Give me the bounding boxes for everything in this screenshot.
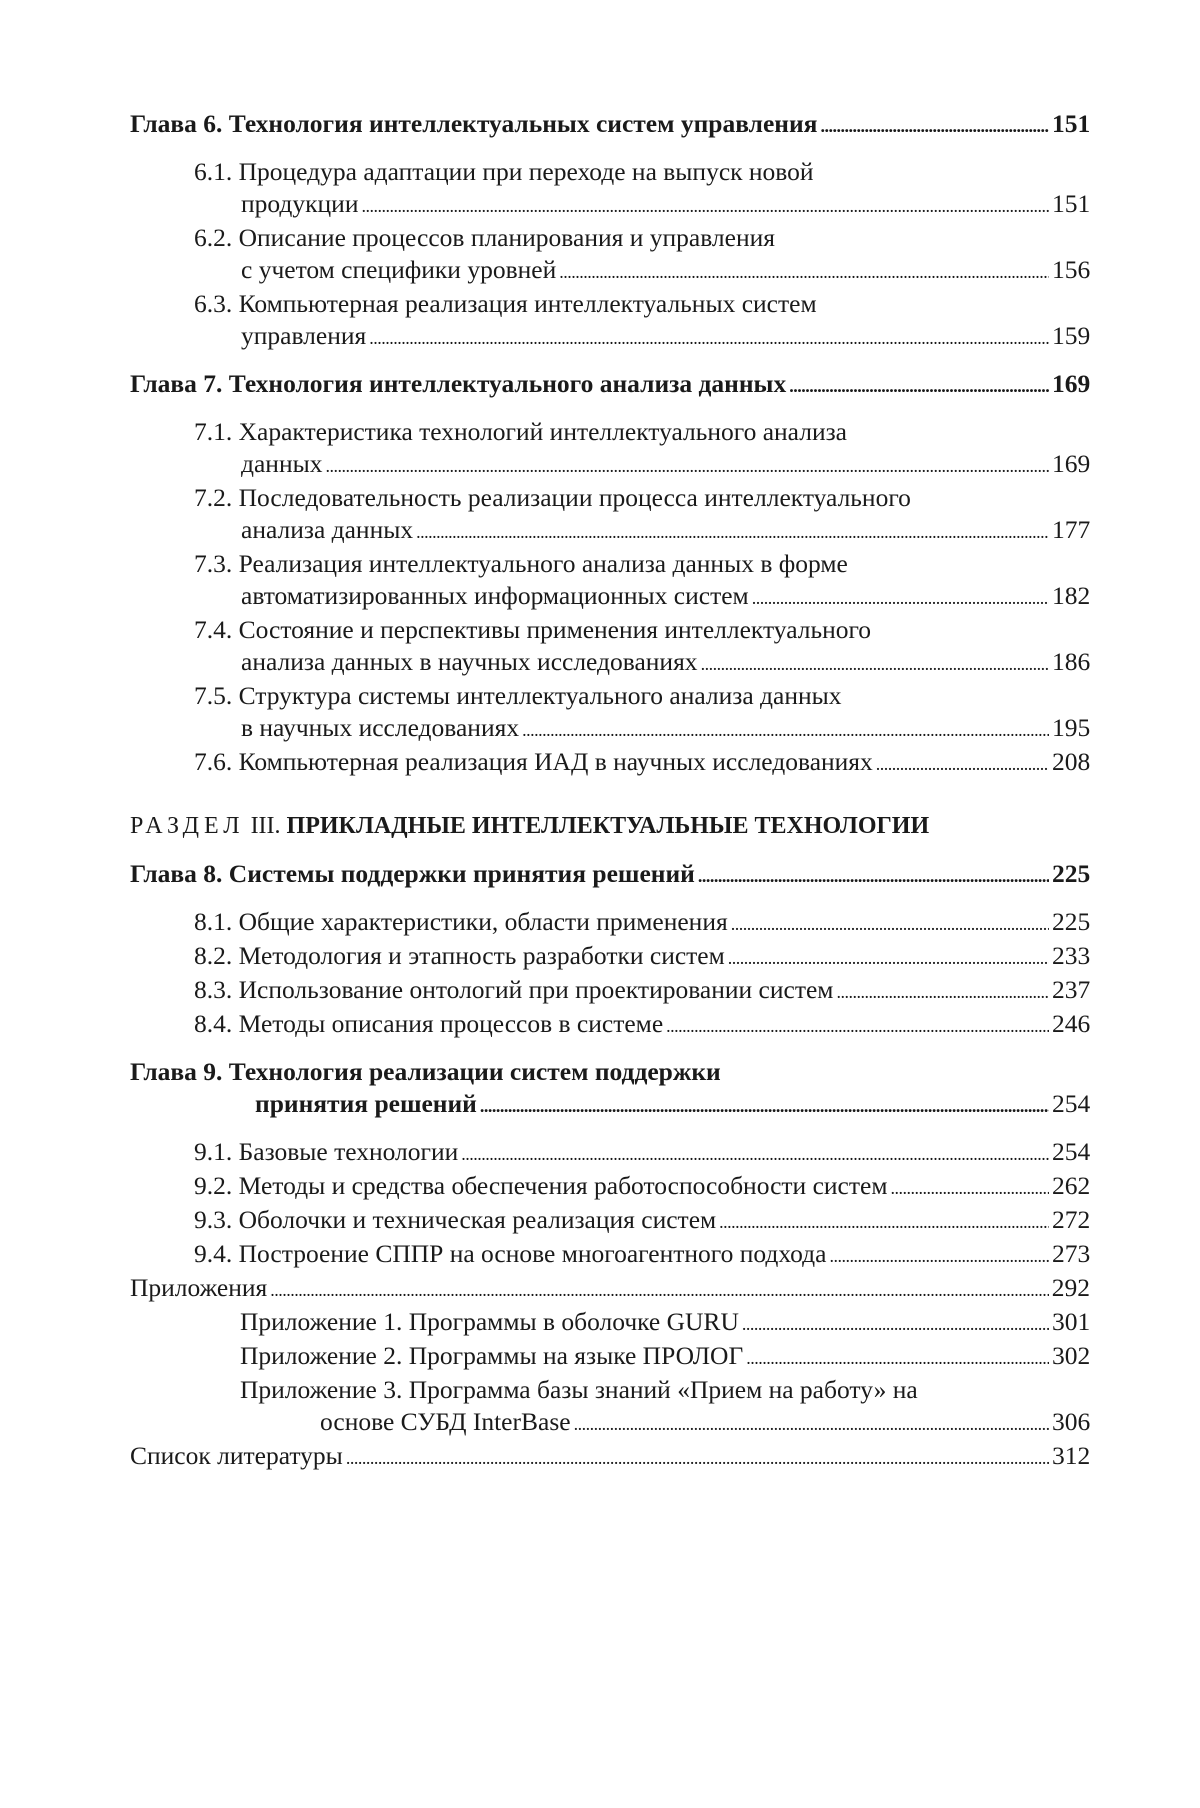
entry-text: Приложение 1. Программы в оболочке GURU — [240, 1307, 739, 1336]
page-number: 151 — [1052, 109, 1091, 138]
toc-entry-9-1 — [194, 1136, 1090, 1170]
chapter-title: Глава 8. Системы поддержки принятия решений — [130, 859, 695, 888]
entry-text: 9.4. Построение СППР на основе многоагентного подхода — [194, 1239, 827, 1268]
toc-entry-references — [130, 1440, 1090, 1474]
entry-text-continued: с учетом специфики уровней — [241, 255, 557, 284]
chapter-9-heading: Глава 9. Технология реализации систем поддержки — [130, 1057, 721, 1086]
dot-leader — [461, 1136, 1049, 1170]
dot-leader — [746, 1340, 1049, 1374]
toc-entry-7-1 — [194, 416, 1090, 482]
entry-text-continued: анализа данных — [241, 515, 414, 544]
entry-text: 8.1. Общие характеристики, области применения — [194, 907, 728, 936]
dot-leader — [731, 906, 1049, 940]
page-number: 159 — [1052, 321, 1091, 350]
chapter-6 — [130, 108, 1090, 142]
page-number: 237 — [1052, 975, 1091, 1004]
dot-leader — [876, 746, 1049, 780]
dot-leader — [522, 712, 1049, 746]
entry-text: 9.1. Базовые технологии — [194, 1137, 459, 1166]
toc-entry-8-4 — [194, 1008, 1090, 1042]
page-number: 208 — [1052, 747, 1091, 776]
dot-leader — [719, 1204, 1049, 1238]
chapter-title: Глава 7. Технология интеллектуального анализа данных — [130, 369, 787, 398]
toc-entry-8-1 — [194, 906, 1090, 940]
page-number: 151 — [1052, 189, 1091, 218]
toc-entry-7-6 — [194, 746, 1090, 780]
page-number: 306 — [1052, 1407, 1091, 1436]
dot-leader — [829, 1238, 1049, 1272]
entry-text: 6.3. Компьютерная реализация интеллектуальных систем — [194, 289, 817, 318]
page-number: 169 — [1052, 449, 1091, 478]
page-number: 186 — [1052, 647, 1091, 676]
dot-leader — [416, 514, 1049, 548]
dot-leader — [270, 1272, 1048, 1306]
entry-text: 8.2. Методология и этапность разработки систем — [194, 941, 725, 970]
page-number: 254 — [1052, 1089, 1091, 1118]
toc-entry-9-4 — [194, 1238, 1090, 1272]
page-number: 302 — [1052, 1341, 1091, 1370]
chapter-9-items — [130, 1136, 1090, 1272]
chapter-6-heading — [130, 108, 1090, 142]
dot-leader — [480, 1088, 1049, 1122]
toc-entry-6-1 — [194, 156, 1090, 222]
section-title: ПРИКЛАДНЫЕ ИНТЕЛЛЕКТУАЛЬНЫЕ ТЕХНОЛОГИИ — [286, 813, 930, 839]
entry-text: 7.2. Последовательность реализации процесса интеллектуального — [194, 483, 911, 512]
page-number: 225 — [1052, 859, 1091, 888]
entry-text: 7.1. Характеристика технологий интеллектуального анализа — [194, 417, 847, 446]
entry-text: 9.3. Оболочки и техническая реализация систем — [194, 1205, 717, 1234]
toc-entry-appendix-1 — [240, 1306, 1090, 1340]
section-3-heading — [130, 810, 1090, 842]
entry-text: 6.1. Процедура адаптации при переходе на выпуск новой — [194, 157, 814, 186]
entry-text-continued: данных — [241, 449, 323, 478]
dot-leader — [666, 1008, 1049, 1042]
page-number: 156 — [1052, 255, 1091, 284]
page-number: 292 — [1051, 1273, 1090, 1302]
page-number: 273 — [1052, 1239, 1091, 1268]
dot-leader — [701, 646, 1049, 680]
dot-leader — [698, 858, 1049, 892]
entry-text-continued: основе СУБД InterBase — [320, 1407, 571, 1436]
entry-text: 7.4. Состояние и перспективы применения интеллектуального — [194, 615, 872, 644]
entry-text: 7.3. Реализация интеллектуального анализа данных в форме — [194, 549, 848, 578]
toc-entry-appendices — [130, 1272, 1090, 1306]
dot-leader — [728, 940, 1049, 974]
page-number: 312 — [1052, 1441, 1091, 1470]
dot-leader — [836, 974, 1049, 1008]
entry-text-continued: управления — [241, 321, 367, 350]
dot-leader — [325, 448, 1049, 482]
toc-entry-8-2 — [194, 940, 1090, 974]
toc-entry-7-3 — [194, 548, 1090, 614]
chapter-9 — [130, 1056, 1090, 1122]
toc-entry-appendix-2 — [240, 1340, 1090, 1374]
entry-text: 7.6. Компьютерная реализация ИАД в научных исследованиях — [194, 747, 873, 776]
toc-entry-7-5 — [194, 680, 1090, 746]
entry-text: 9.2. Методы и средства обеспечения работоспособности систем — [194, 1171, 888, 1200]
toc-entry-appendix-3 — [240, 1374, 1090, 1440]
dot-leader — [369, 320, 1049, 354]
entry-text: Список литературы — [130, 1441, 343, 1470]
entry-text: Приложение 3. Программа базы знаний «Прием на работу» на — [240, 1375, 918, 1404]
dot-leader — [574, 1406, 1049, 1440]
toc-entry-8-3 — [194, 974, 1090, 1008]
page-number: 254 — [1052, 1137, 1091, 1166]
entry-text-continued: анализа данных в научных исследованиях — [241, 647, 698, 676]
chapter-9-heading-continued — [130, 1088, 1090, 1122]
dot-leader — [789, 368, 1049, 402]
table-of-contents — [130, 108, 1090, 1474]
entry-text-continued: в научных исследованиях — [241, 713, 520, 742]
page-number: 301 — [1052, 1307, 1091, 1336]
entry-text-continued: автоматизированных информационных систем — [241, 581, 749, 610]
chapter-6-items — [130, 156, 1090, 354]
chapter-8 — [130, 858, 1090, 892]
page-number: 195 — [1052, 713, 1091, 742]
dot-leader — [890, 1170, 1049, 1204]
chapter-7-heading — [130, 368, 1090, 402]
chapter-7 — [130, 368, 1090, 402]
entry-text: Приложение 2. Программы на языке ПРОЛОГ — [240, 1341, 744, 1370]
entry-text: Приложения — [130, 1273, 268, 1302]
toc-entry-6-3 — [194, 288, 1090, 354]
entry-text: 7.5. Структура системы интеллектуального анализа данных — [194, 681, 842, 710]
entry-text: 6.2. Описание процессов планирования и управления — [194, 223, 775, 252]
page-number: 272 — [1052, 1205, 1091, 1234]
dot-leader — [820, 108, 1049, 142]
chapter-8-items — [130, 906, 1090, 1042]
section-number: III. — [250, 813, 281, 839]
toc-entry-9-3 — [194, 1204, 1090, 1238]
page-number: 169 — [1052, 369, 1091, 398]
chapter-title-continued: принятия решений — [255, 1089, 477, 1118]
entry-text-continued: продукции — [241, 189, 359, 218]
chapter-7-items — [130, 416, 1090, 780]
toc-entry-9-2 — [194, 1170, 1090, 1204]
section-prefix: РАЗДЕЛ — [130, 813, 245, 839]
chapter-title: Глава 6. Технология интеллектуальных систем управления — [130, 109, 818, 138]
entry-text: 8.4. Методы описания процессов в системе — [194, 1009, 664, 1038]
toc-entry-7-4 — [194, 614, 1090, 680]
chapter-8-heading — [130, 858, 1090, 892]
page-number: 177 — [1052, 515, 1091, 544]
toc-entry-7-2 — [194, 482, 1090, 548]
dot-leader — [346, 1440, 1049, 1474]
appendix-items — [130, 1306, 1090, 1440]
dot-leader — [752, 580, 1049, 614]
entry-text: 8.3. Использование онтологий при проектировании систем — [194, 975, 834, 1004]
page-number: 262 — [1052, 1171, 1091, 1200]
toc-entry-6-2 — [194, 222, 1090, 288]
page-number: 233 — [1052, 941, 1091, 970]
dot-leader — [361, 188, 1049, 222]
page-number: 225 — [1052, 907, 1091, 936]
dot-leader — [559, 254, 1049, 288]
page-number: 182 — [1052, 581, 1091, 610]
dot-leader — [742, 1306, 1049, 1340]
page-number: 246 — [1052, 1009, 1091, 1038]
